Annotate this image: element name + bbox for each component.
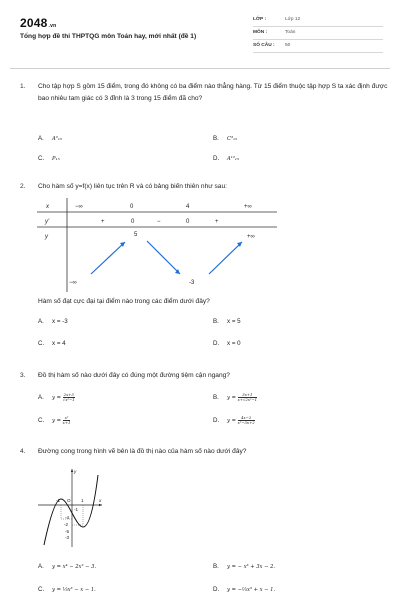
q1-option-a[interactable]: A. A³₁₅ <box>38 135 62 142</box>
svg-text:-2: -2 <box>64 522 69 527</box>
q1-option-d[interactable]: D. A¹²₁₅ <box>213 155 240 162</box>
question-1-text: Cho tập hợp S gồm 15 điểm, trong đó không có ba điểm nào thẳng hàng. Từ 15 điểm thuộc tập hợp S ta xác định được bao nhiêu tam giác có 3 đỉnh là 3 trong 15 điểm đã cho? <box>38 83 388 102</box>
vt-y-plus-inf: +∞ <box>247 234 255 240</box>
svg-text:-5: -5 <box>65 529 70 534</box>
vt-arrow-up-1 <box>91 242 125 274</box>
vt-x-1: 0 <box>130 204 134 210</box>
question-3: 3. Đồ thị hàm số nào dưới đây có đúng một đường tiệm cận ngang? <box>20 370 390 382</box>
vt-sign-4: + <box>215 219 219 225</box>
vt-y-min: -3 <box>189 280 195 286</box>
vt-arrow-down <box>147 241 180 274</box>
vt-sign-3: 0 <box>186 219 190 225</box>
q1-option-c[interactable]: C. P₁₅ <box>38 155 60 162</box>
vt-x-2: 4 <box>186 204 190 210</box>
q2-option-c[interactable]: C. x = 4 <box>38 340 66 347</box>
q3-option-b[interactable]: B. y = $\frac{3x+1}{\text{x+√2x²−1}}$ <box>213 392 258 402</box>
vt-row-x: x <box>46 204 49 210</box>
svg-text:-1: -1 <box>56 498 61 503</box>
header <box>0 0 400 62</box>
page-title: Tổng hợp đề thi THPTQG môn Toán hay, mới nhất (đề 1) <box>20 33 197 40</box>
vt-y-minus-inf: −∞ <box>69 280 77 286</box>
variation-table <box>37 198 277 292</box>
question-3-text: Đồ thị hàm số nào dưới đây có đúng một đường tiệm cận ngang? <box>38 372 230 379</box>
svg-text:-1: -1 <box>74 507 79 512</box>
svg-text:-3: -3 <box>65 535 70 540</box>
vt-row-y: y <box>45 234 48 240</box>
question-2: 2. Cho hàm số y=f(x) liên tục trên R và có bảng biến thiên như sau: <box>20 181 390 193</box>
vt-x-3: +∞ <box>244 204 252 210</box>
q1-option-b[interactable]: B. C³₁₅ <box>213 135 238 142</box>
question-1: 1. Cho tập hợp S gồm 15 điểm, trong đó không có ba điểm nào thẳng hàng. Từ 15 điểm thuộc tập hợp S ta xác định được bao nhiêu tam giác có 3 đỉnh là 3 trong 15 điểm đã cho? <box>20 81 390 121</box>
q2-option-a[interactable]: A. x = -3 <box>38 318 68 325</box>
q4-option-c[interactable]: C. y = ⅓x³ − x − 1. <box>38 586 96 593</box>
svg-text:y: y <box>74 469 77 474</box>
svg-text:x: x <box>99 498 102 503</box>
meta-question-count: SỐ CÂU : 50 <box>253 40 383 53</box>
site-logo[interactable]: 2048.vn <box>20 16 57 30</box>
q3-option-d[interactable]: D. y = $\frac{4x-2}{\text{x²−3x+2}}$ <box>213 415 255 425</box>
svg-text:-4: -4 <box>65 515 70 520</box>
question-2-ask: Hàm số đạt cực đại tại điểm nào trong các điểm dưới đây? <box>38 298 210 305</box>
graph-curve <box>44 475 98 545</box>
q3-option-a[interactable]: A. y = $\frac{2x+3}{\text{√x²−1}}$ <box>38 392 75 402</box>
vt-x-0: −∞ <box>75 204 83 210</box>
q3-option-c[interactable]: C. y = $\frac{\text{x²}}{x+1}$ <box>38 415 71 425</box>
vt-sign-2: − <box>157 219 161 225</box>
header-divider <box>10 68 390 69</box>
question-4: 4. Đường cong trong hình vẽ bên là đồ thị nào của hàm số nào dưới đây? <box>20 446 390 458</box>
q4-option-a[interactable]: A. y = x⁴ − 2x² − 3. <box>38 563 97 570</box>
svg-text:1: 1 <box>81 498 84 503</box>
vt-sign-1: 0 <box>131 219 135 225</box>
q4-option-b[interactable]: B. y = − x³ + 3x − 2. <box>213 563 276 570</box>
svg-text:O: O <box>67 498 71 503</box>
question-4-text: Đường cong trong hình vẽ bên là đồ thị nào của hàm số nào dưới đây? <box>38 448 247 455</box>
vt-row-yprime: y' <box>45 219 50 225</box>
meta-class: LỚP : Lớp 12 <box>253 14 383 27</box>
q2-option-d[interactable]: D. x = 0 <box>213 340 241 347</box>
vt-arrow-up-2 <box>209 242 242 274</box>
meta-subject: MÔN : Toán <box>253 27 383 40</box>
vt-y-max: 5 <box>134 232 138 238</box>
q4-option-d[interactable]: D. y = −⅓x³ + x − 1. <box>213 586 276 593</box>
q2-option-b[interactable]: B. x = 5 <box>213 318 241 325</box>
function-graph <box>36 467 104 549</box>
question-2-text: Cho hàm số y=f(x) liên tục trên R và có bảng biến thiên như sau: <box>38 183 227 190</box>
vt-sign-0: + <box>101 219 105 225</box>
